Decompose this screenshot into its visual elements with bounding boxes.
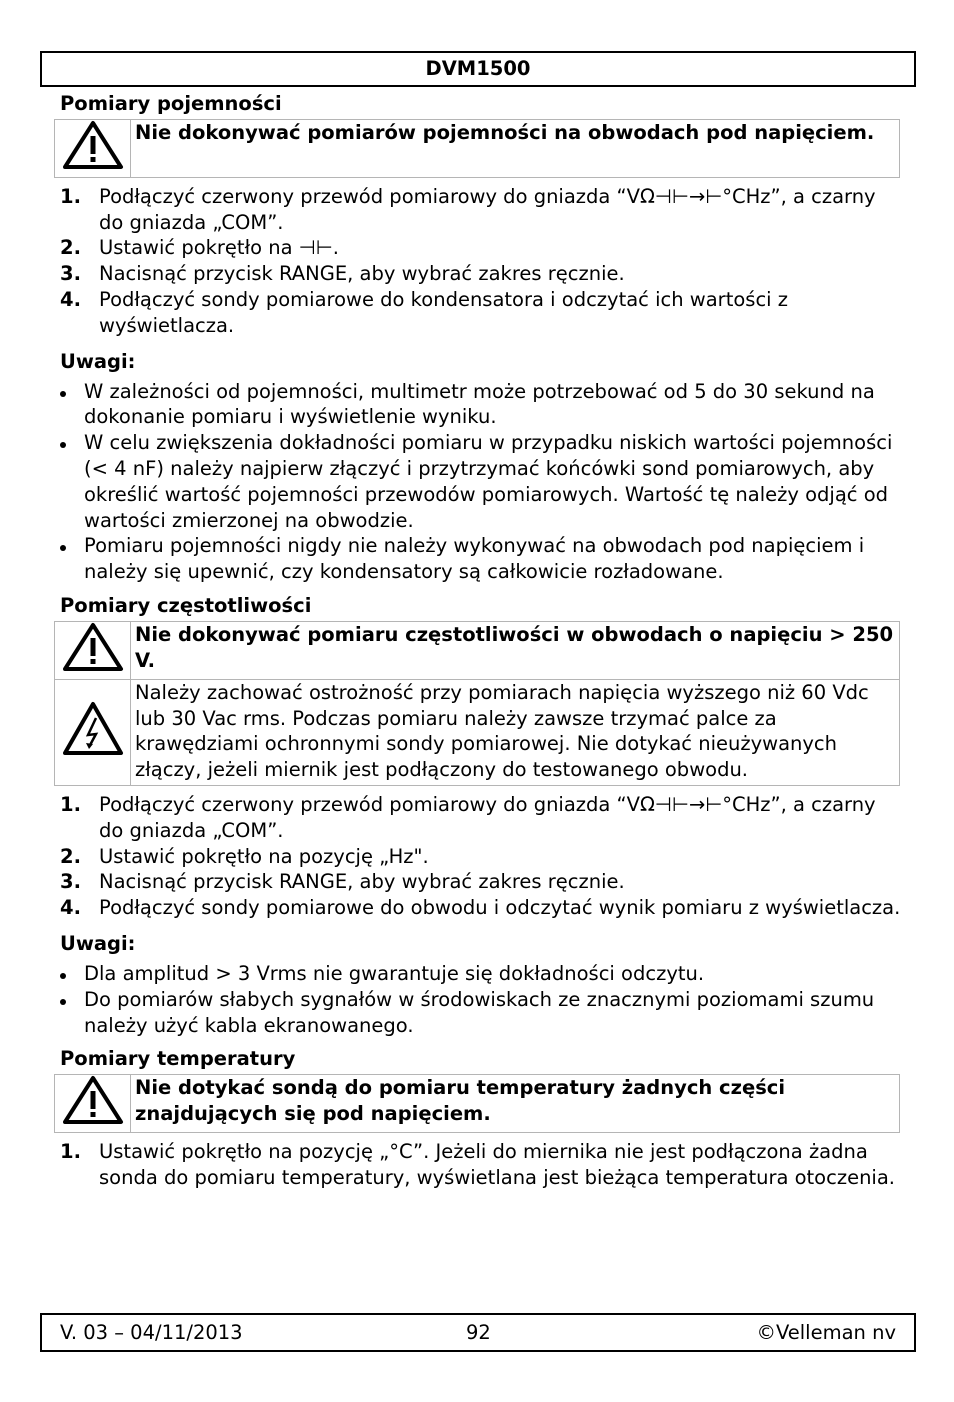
- list-item: 4. Podłączyć sondy pomiarowe do obwodu i odczytać wynik pomiaru z wyświetlacza.: [60, 896, 901, 920]
- frequency-warning-text: Nie dokonywać pomiaru częstotliwości w obwodach o napięciu > 250 V.: [131, 621, 900, 679]
- electric-shock-icon: [62, 701, 124, 757]
- frequency-steps: [60, 792, 902, 921]
- capacitance-notes-title: Uwagi:: [60, 349, 136, 373]
- warning-icon-cell: [55, 621, 131, 679]
- footer-version: V. 03 – 04/11/2013: [60, 1321, 243, 1344]
- bullet-icon: [60, 999, 66, 1005]
- warning-icon-cell: [55, 1075, 131, 1133]
- frequency-notes-title: Uwagi:: [60, 931, 136, 955]
- frequency-warning-box: [54, 621, 900, 786]
- footer-page-number: 92: [466, 1321, 491, 1344]
- capacitance-steps: [60, 184, 902, 339]
- section-title-temperature: Pomiary temperatury: [60, 1047, 296, 1071]
- document-header: [40, 51, 916, 87]
- capacitance-notes: [60, 379, 902, 585]
- bullet-icon: [60, 545, 66, 551]
- warning-icon-cell: [55, 120, 131, 178]
- temperature-warning-text: Nie dotykać sondą do pomiaru temperatury żadnych części znajdujących się pod napięciem.: [131, 1075, 900, 1133]
- bullet-icon: [60, 973, 66, 979]
- warning-triangle-icon: [62, 120, 124, 170]
- list-item: W zależności od pojemności, multimetr może potrzebować od 5 do 30 sekund na dokonanie pomiaru i wyświetlenie wyniku.: [60, 379, 902, 431]
- list-item: Pomiaru pojemności nigdy nie należy wykonywać na obwodach pod napięciem i należy się upewnić, czy kondensatory są całkowicie rozładowane.: [60, 533, 902, 585]
- capacitance-warning-text: Nie dokonywać pomiarów pojemności na obwodach pod napięciem.: [131, 120, 900, 178]
- list-item: 4. Podłączyć sondy pomiarowe do kondensatora i odczytać ich wartości z wyświetlacza.: [60, 287, 789, 337]
- shock-icon-cell: [55, 679, 131, 785]
- list-item: 2. Ustawić pokrętło na pozycję „Hz".: [60, 844, 429, 868]
- page-content: [60, 91, 902, 1191]
- warning-triangle-icon: [62, 622, 124, 672]
- list-item: Dla amplitud > 3 Vrms nie gwarantuje się dokładności odczytu.: [60, 961, 902, 987]
- warning-triangle-icon: [62, 1075, 124, 1125]
- frequency-notes: [60, 961, 902, 1038]
- section-title-frequency: Pomiary częstotliwości: [60, 593, 312, 617]
- list-item: 1. Podłączyć czerwony przewód pomiarowy do gniazda “VΩ⊣⊢→⊢°CHz”, a czarny do gniazda „COM”.: [60, 184, 876, 234]
- temperature-warning-box: [54, 1074, 900, 1133]
- shock-warning-text: Należy zachować ostrożność przy pomiarach napięcia wyższego niż 60 Vdc lub 30 Vac rms. Podczas pomiaru należy zawsze trzymać palce za krawędziami ochronnymi sondy pomiarowej. Nie dotykać nieużywanych złączy, jeżeli miernik jest podłączony do testowanego obwodu.: [131, 679, 900, 785]
- document-footer: [40, 1313, 916, 1352]
- model-name: DVM1500: [425, 57, 531, 80]
- temperature-steps: [60, 1139, 902, 1191]
- bullet-icon: [60, 391, 66, 397]
- section-title-capacitance: Pomiary pojemności: [60, 92, 282, 115]
- list-item: 2. Ustawić pokrętło na ⊣⊢.: [60, 236, 339, 260]
- bullet-icon: [60, 442, 66, 448]
- capacitance-warning-box: [54, 119, 900, 178]
- list-item: 3. Nacisnąć przycisk RANGE, aby wybrać zakres ręcznie.: [60, 870, 625, 894]
- list-item: 3. Nacisnąć przycisk RANGE, aby wybrać zakres ręcznie.: [60, 262, 625, 286]
- list-item: Do pomiarów słabych sygnałów w środowiskach ze znacznymi poziomami szumu należy użyć kabla ekranowanego.: [60, 987, 902, 1039]
- list-item: 1. Podłączyć czerwony przewód pomiarowy do gniazda “VΩ⊣⊢→⊢°CHz”, a czarny do gniazda „COM”.: [60, 792, 876, 842]
- list-item: 1. Ustawić pokrętło na pozycję „°C”. Jeżeli do miernika nie jest podłączona żadna sonda do pomiaru temperatury, wyświetlana jest bieżąca temperatura otoczenia.: [60, 1140, 895, 1189]
- footer-copyright: ©Velleman nv: [756, 1321, 896, 1344]
- list-item: W celu zwiększenia dokładności pomiaru w przypadku niskich wartości pojemności (< 4 nF) należy najpierw złączyć i przytrzymać końcówki sond pomiarowych, aby określić wartość pojemności przewodów pomiarowych. Wartość tę należy odjąć od wartości zmierzonej na obwodzie.: [60, 430, 902, 533]
